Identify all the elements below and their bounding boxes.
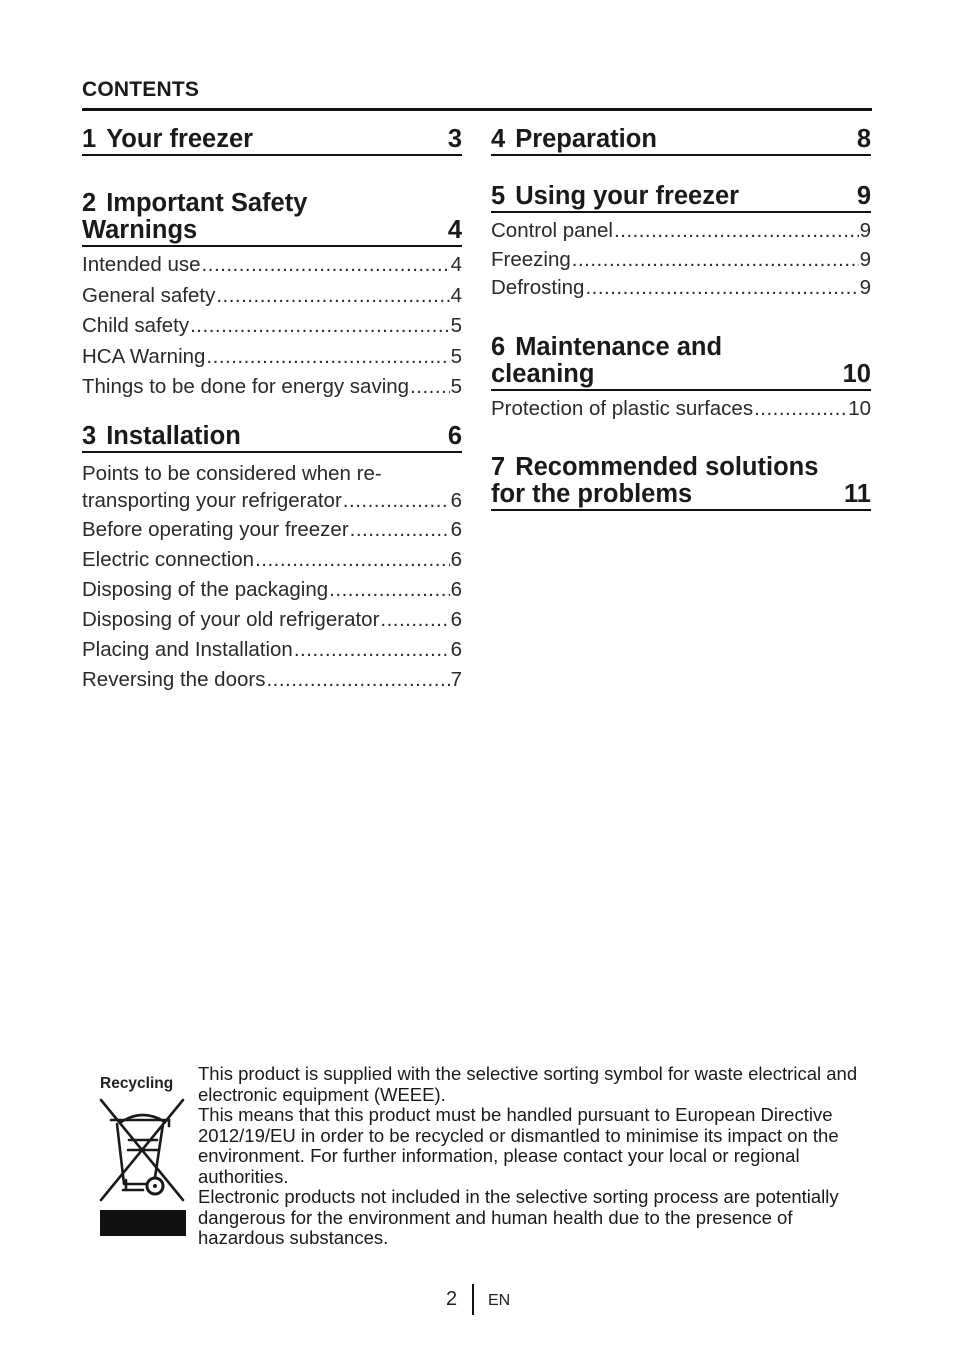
language-code: EN — [488, 1292, 511, 1309]
section-heading[interactable] — [82, 190, 462, 247]
section-title-line1: Maintenance and — [515, 333, 723, 361]
dot-leader — [266, 667, 449, 692]
toc-section-6 — [491, 334, 871, 421]
footer-divider — [472, 1284, 474, 1315]
dot-leader — [294, 637, 450, 662]
dot-leader — [754, 396, 847, 421]
section-heading[interactable] — [491, 334, 871, 391]
entry-title: Control panel — [491, 219, 613, 242]
section-title-line2: cleaning — [491, 360, 595, 388]
section-title-line2: for the problems — [491, 480, 693, 508]
toc-entry[interactable] — [491, 275, 871, 300]
section-page: 6 — [447, 422, 462, 450]
toc-entry[interactable] — [82, 637, 462, 662]
section-heading[interactable] — [82, 126, 462, 156]
dot-leader — [202, 252, 450, 277]
toc-section-4 — [491, 126, 871, 156]
toc-entry[interactable] — [82, 374, 462, 399]
section-page: 10 — [842, 360, 871, 388]
notice-paragraph: This product is supplied with the selective sorting symbol for waste electrical and electronic equipment (WEEE). — [198, 1063, 858, 1105]
section-number: 4 — [491, 125, 506, 153]
entry-page: 6 — [450, 638, 462, 661]
entry-page: 6 — [450, 608, 462, 631]
toc-entry[interactable] — [82, 547, 462, 572]
entry-title: Before operating your freezer — [82, 518, 349, 541]
notice-paragraph: This means that this product must be handled pursuant to European Directive 2012/19/EU in order to be recycled or dismantled to minimise its impact on the environment. For further information, please contact your local or regional authorities. — [198, 1104, 839, 1187]
dot-leader — [585, 275, 858, 300]
section-entries — [82, 460, 462, 692]
toc-entry[interactable] — [82, 313, 462, 338]
entry-title: Disposing of the packaging — [82, 578, 329, 601]
section-number: 7 — [491, 453, 506, 481]
entry-page: 6 — [450, 548, 462, 571]
dot-leader — [614, 218, 859, 243]
entry-title: HCA Warning — [82, 344, 206, 368]
section-heading[interactable] — [491, 454, 871, 511]
entry-title: Electric connection — [82, 548, 255, 571]
toc-section-3 — [82, 423, 462, 692]
dot-leader — [410, 374, 450, 399]
toc-entry[interactable] — [82, 460, 462, 514]
entry-title-line1: Points to be considered when re- — [82, 462, 382, 485]
section-entries — [491, 396, 871, 421]
section-number: 6 — [491, 333, 506, 361]
toc-entry[interactable] — [491, 247, 871, 272]
section-heading[interactable] — [82, 423, 462, 453]
entry-title: Intended use — [82, 253, 201, 276]
dot-leader — [216, 283, 449, 308]
entry-page: 4 — [450, 253, 462, 276]
entry-page: 6 — [450, 518, 462, 541]
section-page: 3 — [447, 125, 462, 153]
section-number: 3 — [82, 422, 97, 450]
toc-entry[interactable] — [491, 218, 871, 243]
entry-title-line2: transporting your refrigerator — [82, 489, 342, 512]
section-title-line1: Recommended solutions — [515, 453, 819, 481]
section-page: 4 — [447, 216, 462, 244]
crossed-out-wheelie-bin-icon — [99, 1096, 187, 1243]
section-page: 9 — [856, 182, 871, 210]
toc-right-column — [491, 126, 871, 511]
toc-section-2 — [82, 190, 462, 399]
toc-section-7 — [491, 454, 871, 511]
weee-notice — [198, 1064, 868, 1249]
section-title: Your freezer — [106, 125, 254, 153]
section-title-line2: Warnings — [82, 216, 198, 244]
entry-page: 9 — [859, 219, 871, 242]
section-number: 1 — [82, 125, 97, 153]
entry-title: Things to be done for energy saving — [82, 375, 410, 398]
toc-entry[interactable] — [82, 667, 462, 692]
entry-title: Disposing of your old refrigerator — [82, 608, 380, 631]
entry-page: 6 — [450, 578, 462, 601]
dot-leader — [329, 577, 449, 602]
entry-page: 5 — [450, 375, 462, 398]
entry-title: Placing and Installation — [82, 638, 293, 661]
entry-title: Freezing — [491, 247, 571, 271]
toc-section-5 — [491, 183, 871, 300]
entry-page: 4 — [450, 283, 462, 307]
entry-page: 9 — [859, 276, 871, 299]
contents-heading: CONTENTS — [82, 78, 200, 101]
section-page: 11 — [844, 480, 871, 508]
entry-title: Child safety — [82, 314, 190, 337]
section-heading[interactable] — [491, 183, 871, 213]
section-title: Using your freezer — [515, 182, 740, 210]
section-heading[interactable] — [491, 126, 871, 156]
entry-page: 7 — [450, 668, 462, 691]
section-entries — [82, 252, 462, 399]
entry-page: 6 — [450, 489, 462, 512]
section-title-line1: Important Safety — [106, 189, 308, 217]
dot-leader — [255, 547, 450, 572]
dot-leader — [380, 607, 449, 632]
entry-page: 5 — [450, 314, 462, 337]
entry-title: Protection of plastic surfaces — [491, 397, 754, 420]
section-title: Preparation — [515, 125, 657, 153]
entry-page: 10 — [848, 397, 871, 420]
dot-leader — [343, 487, 450, 514]
entry-page: 9 — [859, 247, 871, 271]
dot-leader — [206, 344, 449, 369]
entry-page: 5 — [450, 344, 462, 368]
section-title: Installation — [106, 422, 241, 450]
dot-leader — [572, 247, 859, 272]
toc-section-1 — [82, 126, 462, 156]
page-number: 2 — [446, 1288, 458, 1310]
toc-entry[interactable] — [82, 344, 462, 369]
entry-title: Reversing the doors — [82, 668, 266, 691]
notice-paragraph: Electronic products not included in the selective sorting process are potentially dangerous for the environment and human health due to the presence of hazardous substances. — [198, 1186, 839, 1248]
toc-entry[interactable] — [82, 607, 462, 632]
contents-rule — [82, 108, 872, 111]
dot-leader — [350, 517, 450, 542]
section-page: 8 — [856, 125, 871, 153]
toc-entry[interactable] — [82, 517, 462, 542]
toc-entry[interactable] — [82, 283, 462, 308]
toc-entry[interactable] — [82, 577, 462, 602]
dot-leader — [190, 313, 449, 338]
toc-entry[interactable] — [82, 252, 462, 277]
toc-entry[interactable] — [491, 396, 871, 421]
section-number: 2 — [82, 189, 97, 217]
recycling-label: Recycling — [100, 1075, 174, 1092]
toc-left-column — [82, 126, 462, 692]
section-number: 5 — [491, 182, 506, 210]
entry-title: Defrosting — [491, 276, 585, 299]
entry-title: General safety — [82, 283, 216, 307]
section-entries — [491, 218, 871, 300]
